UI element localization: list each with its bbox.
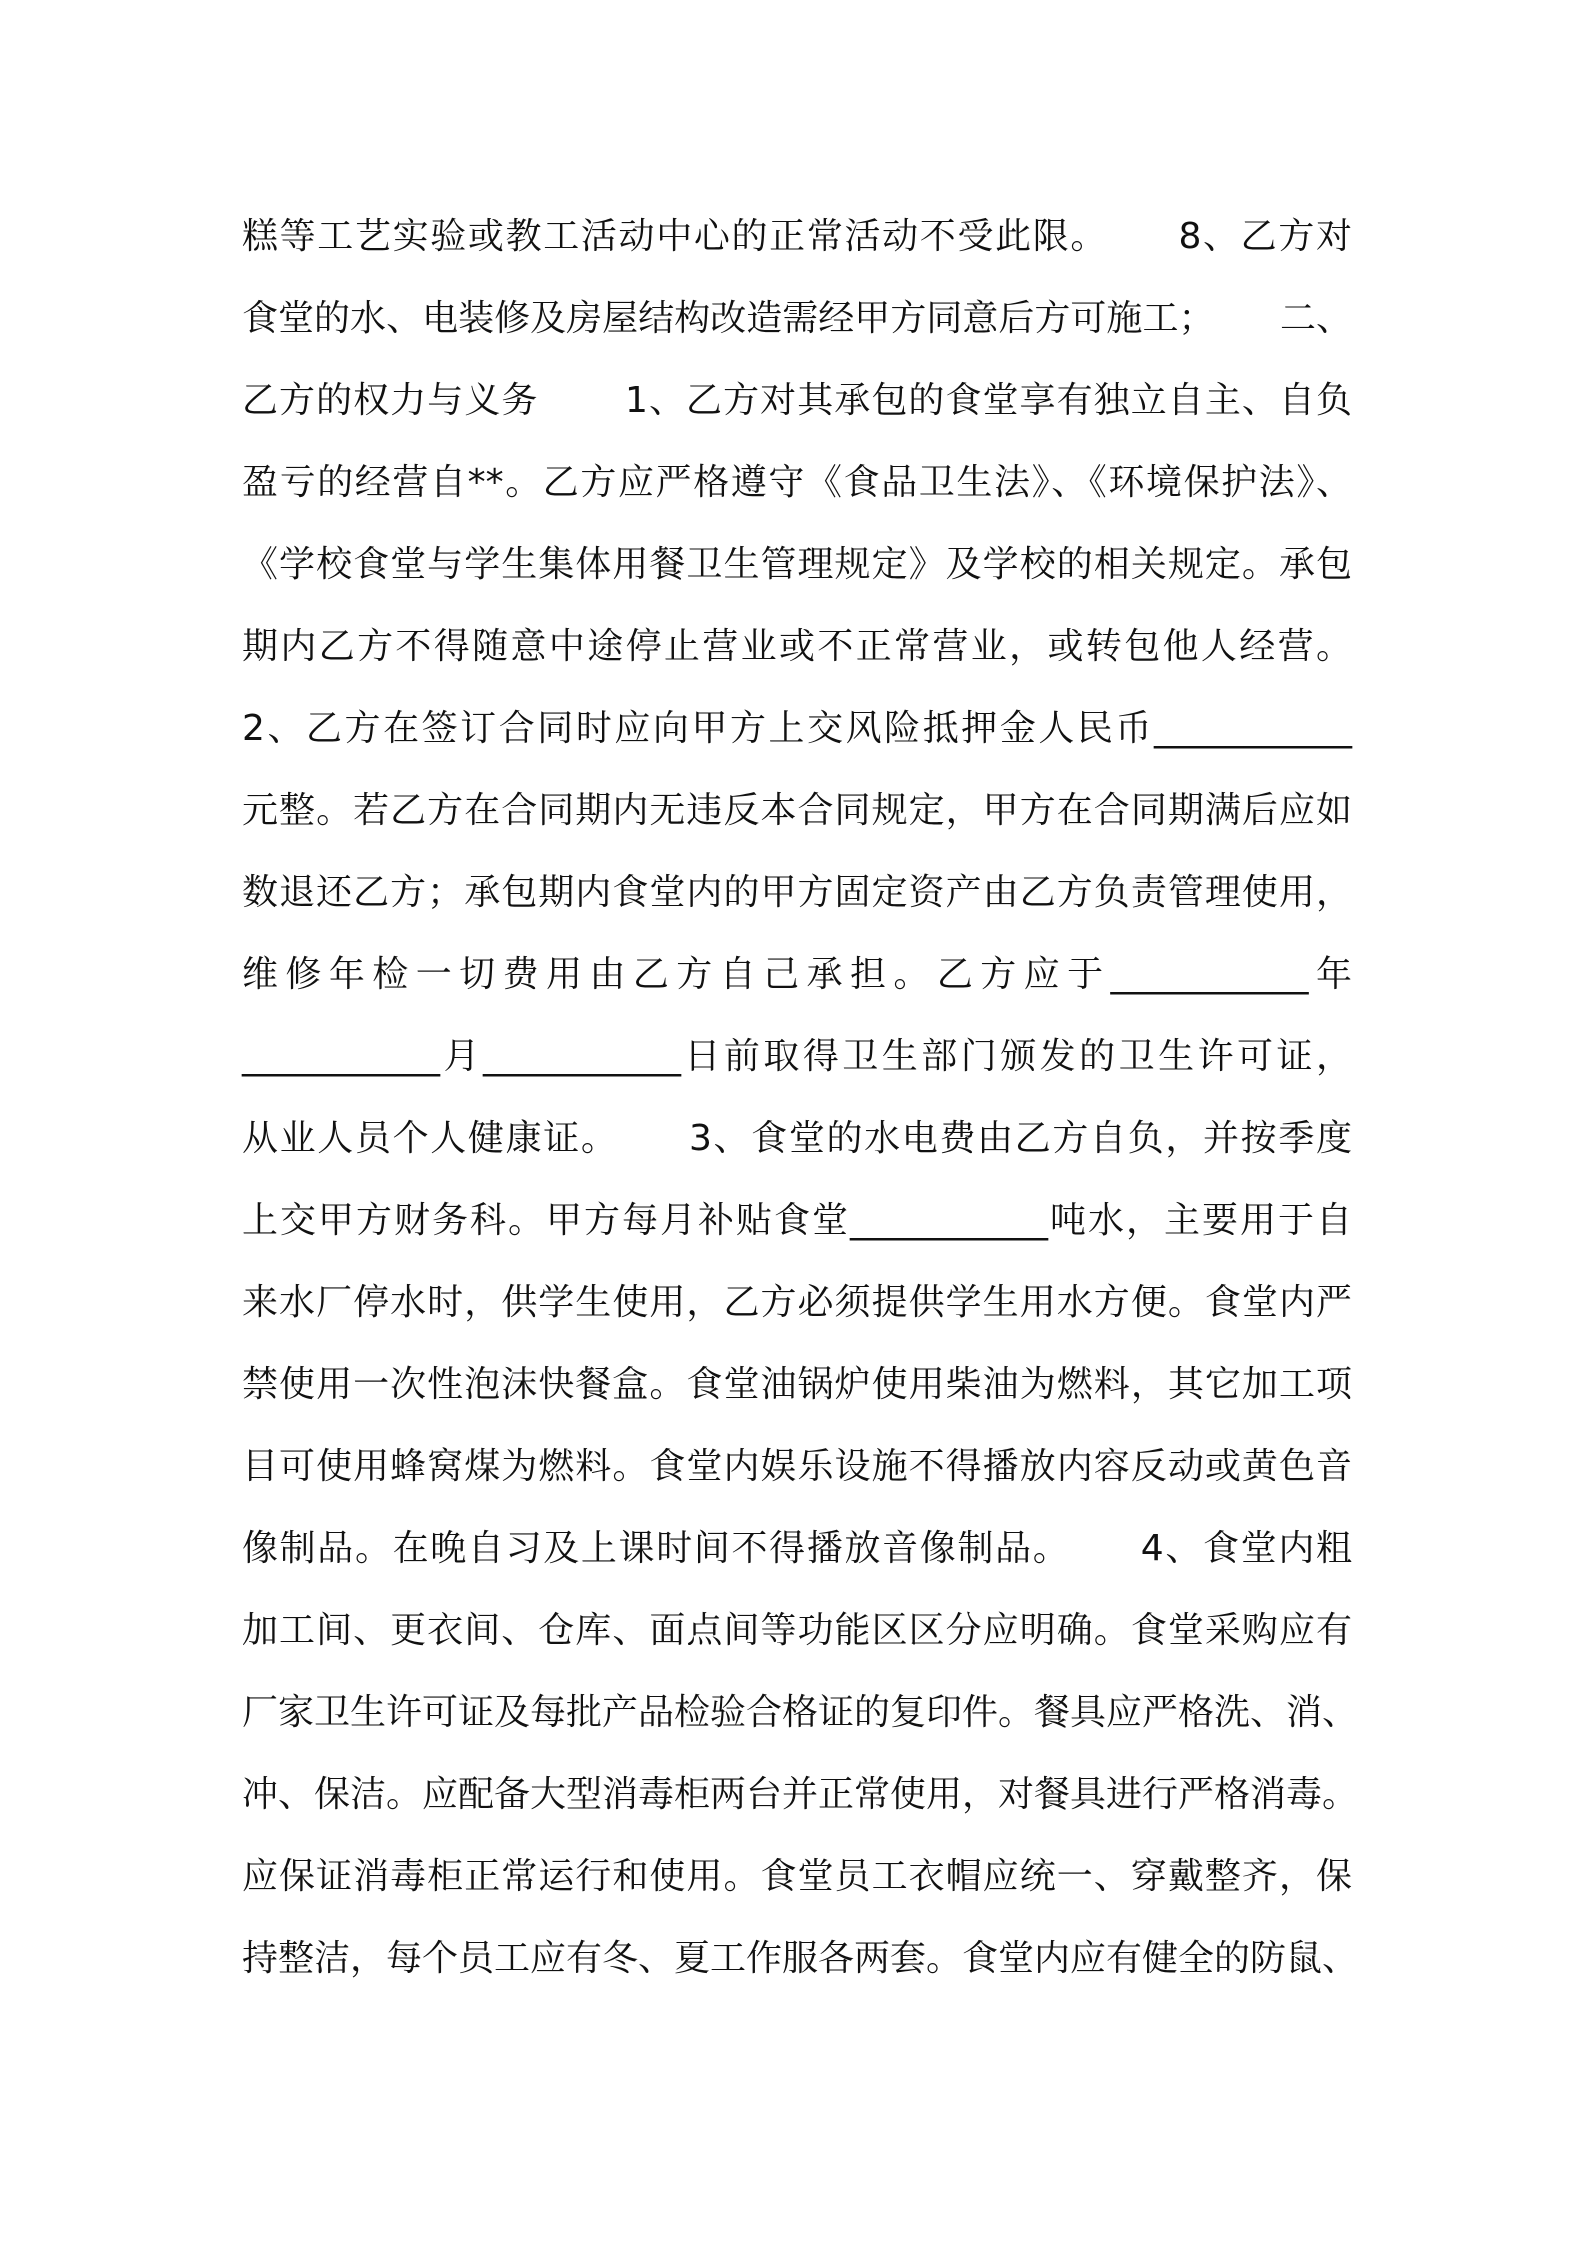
text-line: 维修年检一切费用由乙方自己承担。乙方应于___________年 (242, 954, 1352, 995)
text-line: 目可使用蜂窝煤为燃料。食堂内娱乐设施不得播放内容反动或黄色音 (242, 1446, 1352, 1487)
text-line: 加工间、更衣间、仓库、面点间等功能区区分应明确。食堂采购应有 (242, 1610, 1352, 1651)
text-line: 盈亏的经营自**。乙方应严格遵守《食品卫生法》、《环境保护法》、 (242, 462, 1352, 503)
text-line: ___________月___________日前取得卫生部门颁发的卫生许可证， (242, 1036, 1352, 1077)
text-line: 食堂的水、电装修及房屋结构改造需经甲方同意后方可施工； 二、 (242, 298, 1352, 339)
text-line: 持整洁，每个员工应有冬、夏工作服各两套。食堂内应有健全的防鼠、 (242, 1938, 1359, 1979)
text-line: 来水厂停水时，供学生使用，乙方必须提供学生用水方便。食堂内严 (242, 1282, 1352, 1323)
text-line: 数退还乙方；承包期内食堂内的甲方固定资产由乙方负责管理使用， (242, 872, 1352, 913)
text-line: 《学校食堂与学生集体用餐卫生管理规定》及学校的相关规定。承包 (242, 544, 1352, 585)
text-line: 厂家卫生许可证及每批产品检验合格证的复印件。餐具应严格洗、消、 (242, 1692, 1359, 1733)
text-line: 像制品。在晚自习及上课时间不得播放音像制品。 4、食堂内粗 (242, 1528, 1352, 1569)
contract-text-body (242, 196, 1359, 2000)
text-line: 从业人员个人健康证。 3、食堂的水电费由乙方自负，并按季度 (242, 1118, 1352, 1159)
text-line: 2、乙方在签订合同时应向甲方上交风险抵押金人民币___________ (242, 708, 1352, 749)
text-line: 元整。若乙方在合同期内无违反本合同规定，甲方在合同期满后应如 (242, 790, 1352, 831)
text-line: 期内乙方不得随意中途停止营业或不正常营业，或转包他人经营。 (242, 626, 1352, 667)
text-line: 冲、保洁。应配备大型消毒柜两台并正常使用，对餐具进行严格消毒。 (242, 1774, 1359, 1815)
text-line: 乙方的权力与义务 1、乙方对其承包的食堂享有独立自主、自负 (242, 380, 1352, 421)
text-line: 上交甲方财务科。甲方每月补贴食堂___________吨水，主要用于自 (242, 1200, 1352, 1241)
text-line: 糕等工艺实验或教工活动中心的正常活动不受此限。 8、乙方对 (242, 216, 1352, 257)
text-line: 禁使用一次性泡沫快餐盒。食堂油锅炉使用柴油为燃料，其它加工项 (242, 1364, 1352, 1405)
text-line: 应保证消毒柜正常运行和使用。食堂员工衣帽应统一、穿戴整齐，保 (242, 1856, 1352, 1897)
